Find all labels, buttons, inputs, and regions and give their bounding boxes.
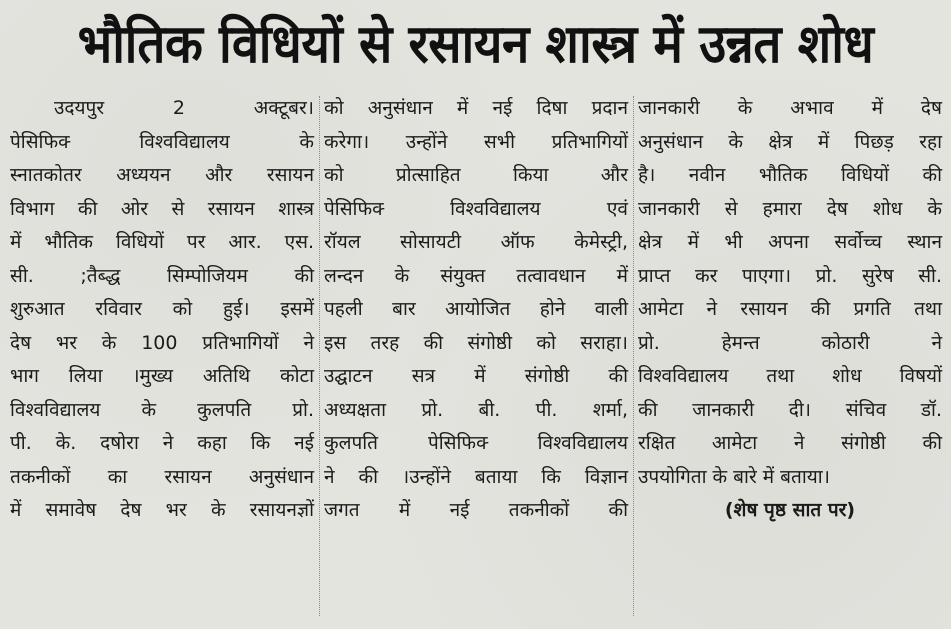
- text-line: ने की ।उन्होंने बताया कि विज्ञान: [324, 465, 628, 488]
- text-line: विश्वविद्यालय के कुलपति प्रो.: [10, 398, 314, 421]
- column-3: [638, 92, 942, 528]
- text-line: जानकारी से हमारा देष शोध के: [638, 197, 942, 220]
- column-1: [10, 92, 314, 528]
- text-line: में भौतिक विधियों पर आर. एस.: [10, 231, 314, 253]
- text-line: शुरुआत रविवार को हुई। इसमें: [10, 298, 314, 320]
- text-line: आमेटा ने रसायन की प्रगति तथा: [638, 298, 942, 320]
- text-line: को अनुसंधान में नई दिषा प्रदान: [324, 97, 628, 119]
- text-line: करेगा। उन्होंने सभी प्रतिभागियों: [324, 130, 628, 153]
- text-line: में समावेष देष भर के रसायनज्ञों: [10, 499, 314, 521]
- text-line: पी. के. दषोरा ने कहा कि नई: [10, 432, 314, 454]
- text-line: सी. ;तैब्द्ध सिम्पोजियम की: [10, 264, 314, 287]
- text-line: उद्घाटन सत्र में संगोष्ठी की: [324, 365, 628, 387]
- text-line: इस तरह की संगोष्ठी को सराहा।: [324, 331, 628, 354]
- text-line: पेसिफिक्‍ विश्वविद्यालय के: [10, 130, 314, 153]
- column-2: [324, 92, 628, 528]
- text-line: जगत में नई तकनीकों की: [324, 499, 628, 521]
- text-line: रॉयल सोसायटी ऑफ केमेस्ट्री,: [324, 231, 628, 253]
- text-line: तकनीकों का रसायन अनुसंधान: [10, 465, 314, 488]
- text-line: लन्दन के संयुक्त तत्वावधान में: [324, 264, 628, 287]
- text-line: पहली बार आयोजित होने वाली: [324, 298, 628, 320]
- text-line: पेसिफिक्‍ विश्वविद्यालय एवं: [324, 197, 628, 220]
- text-line: प्राप्त कर पाएगा। प्रो. सुरेष सी.: [638, 264, 942, 287]
- column-divider: [319, 96, 320, 616]
- text-line: भाग लिया ।मुख्य अतिथि कोटा: [10, 365, 314, 387]
- text-line: कुलपति पेसिफिक्‍ विश्वविद्यालय: [324, 432, 628, 454]
- text-line: क्षेत्र में भी अपना सर्वोच्च स्थान: [638, 231, 942, 253]
- text-line: की जानकारी दी। संचिव डॉ.: [638, 398, 942, 421]
- text-line: को प्रोत्साहित किया और: [324, 164, 628, 186]
- text-line: विश्वविद्यालय तथा शोध विषयों: [638, 365, 942, 387]
- column-divider: [633, 96, 634, 616]
- text-line: देष भर के 100 प्रतिभागियों ने: [10, 331, 314, 354]
- text-line: विभाग की ओर से रसायन शास्त्र: [10, 197, 314, 220]
- text-line: है। नवीन भौतिक विधियों की: [638, 164, 942, 186]
- text-line: प्रो. हेमन्त कोठारी ने: [638, 331, 942, 354]
- text-line: अनुसंधान के क्षेत्र में पिछड़ रहा: [638, 130, 942, 153]
- text-line: उदयपुर 2 अक्टूबर।: [54, 97, 314, 119]
- continued-on-page-note: (शेष पृष्ठ सात पर): [724, 499, 856, 521]
- text-line: रक्षित आमेटा ने संगोष्ठी की: [638, 432, 942, 454]
- text-line: स्नातकोतर अध्ययन और रसायन: [10, 164, 314, 186]
- headline: भौतिक विधियों से रसायन शास्त्र में उन्नत शोध: [77, 14, 874, 75]
- text-line: उपयोगिता के बारे में बताया।: [638, 465, 830, 488]
- text-line: अध्यक्षता प्रो. बी. पी. शर्मा,: [324, 398, 628, 421]
- article-body: [10, 92, 942, 627]
- text-line: जानकारी के अभाव में देष: [638, 97, 942, 119]
